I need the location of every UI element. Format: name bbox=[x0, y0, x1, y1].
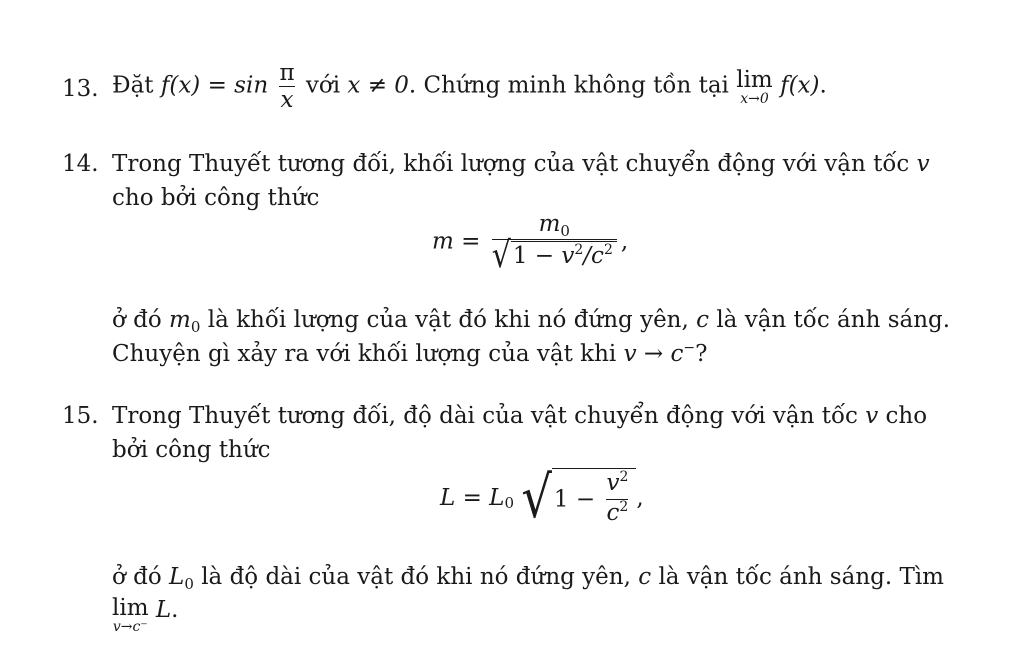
sqrt-body bbox=[552, 468, 636, 528]
item-15-eq-lhs-sub: 0 bbox=[504, 494, 514, 512]
item-13-lim-expr: f(x) bbox=[780, 72, 820, 99]
item-14-eq-den-sup2: 2 bbox=[603, 242, 613, 258]
item-14-eq-den-a: 1 − bbox=[512, 243, 562, 269]
item-15-lim-expr: L bbox=[155, 597, 172, 623]
item-number-13: 13. bbox=[62, 76, 99, 102]
square-root bbox=[491, 234, 617, 277]
item-15-eq-frac-num-sup: 2 bbox=[619, 469, 629, 485]
item-15-eq-one: 1 − bbox=[553, 486, 596, 513]
item-15-line-1 bbox=[112, 402, 927, 430]
item-13-line bbox=[112, 61, 827, 112]
item-15-eq-fraction bbox=[606, 471, 628, 528]
item-15-para-1 bbox=[112, 563, 944, 593]
item-15-eq-frac-num-var: v bbox=[606, 470, 620, 496]
item-15-eq-end: , bbox=[636, 485, 644, 511]
item-13-end: . bbox=[819, 72, 827, 99]
item-number-15: 15. bbox=[62, 403, 99, 429]
item-15-end: . bbox=[171, 597, 179, 623]
item-13-fraction bbox=[279, 61, 294, 112]
item-15-eq-lhs: L = L bbox=[440, 485, 505, 511]
item-13-lim-word: lim bbox=[736, 66, 773, 93]
item-15-equation bbox=[440, 464, 644, 532]
item-14-para-var1-sub: 0 bbox=[190, 318, 201, 336]
item-15-para-var2: c bbox=[638, 564, 652, 590]
item-14-para-var2: c bbox=[696, 307, 710, 333]
item-13-text-mid: với bbox=[305, 72, 341, 99]
item-14-eq-end: , bbox=[620, 228, 629, 255]
item-14-para-1 bbox=[112, 306, 950, 336]
item-13-frac-den: x bbox=[280, 87, 294, 113]
item-14-para-a: ở đó bbox=[112, 307, 162, 333]
item-13-lim-under: x→0 bbox=[740, 90, 769, 107]
item-15-line1-var: v bbox=[865, 403, 879, 429]
item-14-line1-text: Trong Thuyết tương đối, khối lượng của vật chuyển động với vận tốc bbox=[112, 151, 910, 177]
item-14-equation bbox=[432, 211, 629, 277]
item-15-eq-frac-den-var: c bbox=[606, 500, 620, 526]
item-14-line1-var: v bbox=[916, 151, 930, 177]
item-14-para2-var: v → c bbox=[623, 341, 684, 367]
item-14-eq-lhs: m = bbox=[432, 228, 481, 255]
sqrt-icon: √ bbox=[521, 464, 552, 532]
item-13-limit bbox=[736, 68, 773, 106]
item-15-lim-under: v→c⁻ bbox=[112, 619, 148, 635]
item-15-eq-frac-num bbox=[606, 471, 628, 498]
item-14-eq-num-sub: 0 bbox=[560, 222, 570, 240]
item-13-text-after: . Chứng minh không tồn tại bbox=[408, 72, 729, 99]
item-14-para-c: là vận tốc ánh sáng. bbox=[716, 307, 951, 333]
item-14-para-2 bbox=[112, 340, 707, 371]
item-14-line-1 bbox=[112, 150, 930, 178]
item-14-eq-den-sup1: 2 bbox=[574, 242, 584, 258]
item-14-para2-a: Chuyện gì xảy ra với khối lượng của vật khi bbox=[112, 341, 617, 367]
item-number-14: 14. bbox=[62, 151, 99, 177]
item-15-line-2: bởi công thức bbox=[112, 437, 271, 463]
item-13-condition: x ≠ 0 bbox=[347, 72, 409, 99]
item-15-eq-frac-den-sup: 2 bbox=[619, 499, 629, 515]
item-15-para-b: là độ dài của vật đó khi nó đứng yên, bbox=[201, 564, 631, 590]
item-14-eq-den-b: v bbox=[561, 243, 575, 269]
item-14-eq-num: m bbox=[538, 211, 561, 237]
item-14-line-2: cho bởi công thức bbox=[112, 185, 320, 211]
item-14-eq-denominator bbox=[491, 234, 617, 277]
item-15-line1-end: cho bbox=[885, 403, 928, 429]
item-14-eq-den-c: /c bbox=[583, 243, 604, 269]
item-15-para-var1-sub: 0 bbox=[184, 575, 194, 593]
item-14-para-var1: m bbox=[169, 307, 191, 333]
item-13-text-before: Đặt bbox=[112, 72, 154, 99]
item-15-para-var1: L bbox=[169, 564, 185, 590]
item-15-eq-frac-den bbox=[606, 501, 628, 528]
item-13-func: f(x) = sin bbox=[160, 72, 269, 99]
item-15-limit bbox=[112, 596, 149, 634]
item-15-para-c: là vận tốc ánh sáng. Tìm bbox=[658, 564, 944, 590]
sqrt-icon: √ bbox=[491, 234, 511, 277]
item-15-para-2 bbox=[112, 596, 178, 634]
item-14-para-b: là khối lượng của vật đó khi nó đứng yên, bbox=[207, 307, 689, 333]
square-root bbox=[521, 464, 636, 532]
item-14-para2-sup: − bbox=[683, 340, 696, 356]
item-14-eq-fraction bbox=[491, 211, 617, 277]
item-15-lim-word: lim bbox=[112, 595, 149, 621]
sqrt-body bbox=[511, 241, 617, 271]
item-13-frac-num: π bbox=[279, 60, 295, 86]
item-15-line1-text: Trong Thuyết tương đối, độ dài của vật chuyển động với vận tốc bbox=[112, 403, 858, 429]
item-15-para-a: ở đó bbox=[112, 564, 162, 590]
item-14-para2-end: ? bbox=[695, 341, 708, 367]
